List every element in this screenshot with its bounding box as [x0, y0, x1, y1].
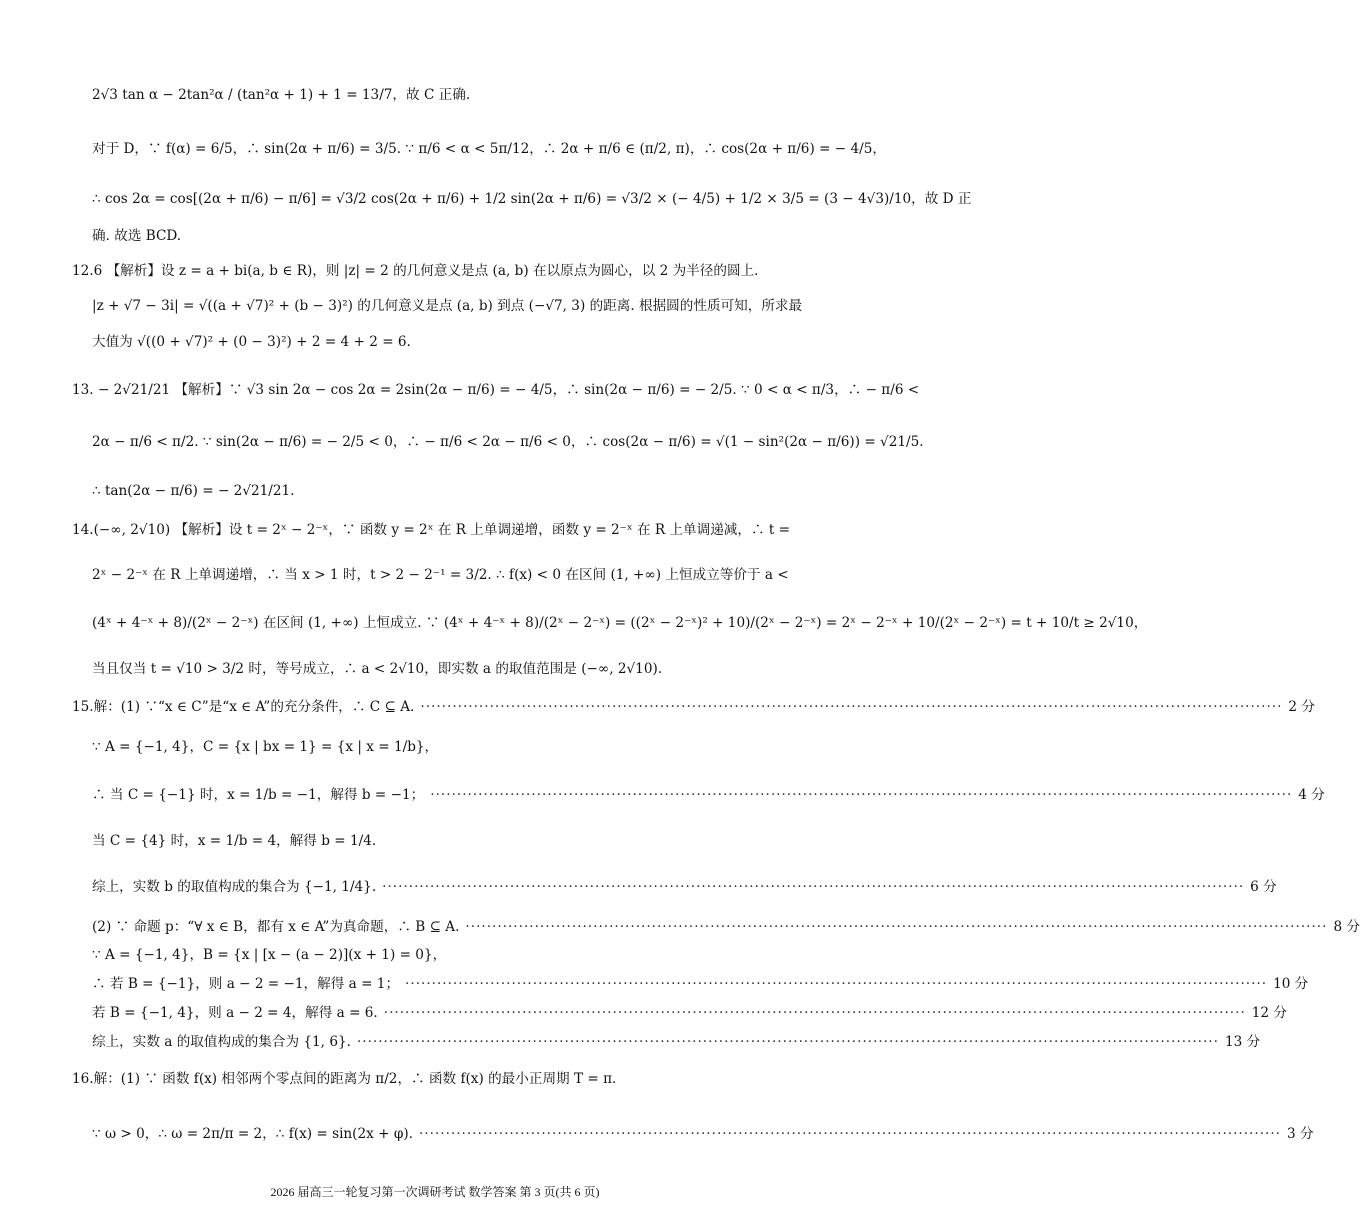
line-text: 2√3 tan α − 2tan²α / (tan²α + 1) + 1 = 13/7，故 C 正确. — [92, 87, 471, 103]
line-text: 大值为 √((0 + √7)² + (0 − 3)²) + 2 = 4 + 2 = 6. — [92, 334, 411, 350]
page-footer: 2026 届高三一轮复习第一次调研考试 数学答案 第 3 页(共 6 页) — [270, 1185, 600, 1199]
score: 8 分 — [1333, 919, 1360, 935]
dot-leader — [384, 1004, 1246, 1022]
line-text: ∴ cos 2α = cos[(2α + π/6) − π/6] = √3/2 cos(2α + π/6) + 1/2 sin(2α + π/6) = √3/2 × (− 4/5) + 1/2 × 3/5 = (3 − 4√3)/10，故 D 正 — [92, 191, 972, 207]
dot-leader — [465, 918, 1327, 936]
text-line — [92, 1033, 1261, 1051]
line-text: ∵ A = {−1, 4}，B = {x | [x − (a − 2)](x + 1) = 0}， — [92, 947, 447, 963]
text-line — [92, 227, 800, 245]
dot-leader — [357, 1033, 1219, 1051]
text-line — [92, 1004, 1287, 1022]
line-text: ∴ 若 B = {−1}，则 a − 2 = −1，解得 a = 1； — [92, 976, 400, 992]
text-line — [72, 1070, 800, 1088]
line-text: 确. 故选 BCD. — [92, 228, 182, 244]
text-line — [92, 333, 800, 351]
text-line — [92, 738, 800, 756]
line-text: 2α − π/6 < π/2. ∵ sin(2α − π/6) = − 2/5 < 0，∴ − π/6 < 2α − π/6 < 0，∴ cos(2α − π/6) = √(1 − sin²(2α − π/6)) = √21/5. — [92, 434, 924, 450]
text-line — [92, 878, 1277, 896]
line-text: 13. − 2√21/21 【解析】∵ √3 sin 2α − cos 2α = 2sin(2α − π/6) = − 4/5，∴ sin(2α − π/6) = − 2/5. ∵ 0 < α < π/3，∴ − π/6 < — [72, 382, 920, 398]
line-text: 若 B = {−1, 4}，则 a − 2 = 4，解得 a = 6. — [92, 1005, 378, 1021]
text-line — [92, 975, 1309, 993]
line-text: 2ˣ − 2⁻ˣ 在 R 上单调递增，∴ 当 x > 1 时，t > 2 − 2⁻¹ = 3/2. ∴ f(x) < 0 在区间 (1, +∞) 上恒成立等价于 a < — [92, 567, 789, 583]
text-line — [92, 786, 1325, 804]
score: 3 分 — [1286, 1126, 1314, 1142]
line-text: ∴ tan(2α − π/6) = − 2√21/21. — [92, 483, 295, 499]
text-line — [92, 946, 800, 964]
dot-leader — [430, 786, 1292, 804]
dot-leader — [405, 975, 1267, 993]
text-line — [92, 433, 924, 451]
text-line — [92, 918, 1360, 936]
score: 6 分 — [1250, 879, 1277, 895]
dot-leader — [419, 1125, 1281, 1143]
text-line — [72, 698, 1315, 716]
line-text: 对于 D，∵ f(α) = 6/5，∴ sin(2α + π/6) = 3/5. ∵ π/6 < α < 5π/12，∴ 2α + π/6 ∈ (π/2, π)，∴ cos(2α + π/6) = − 4/5， — [92, 141, 886, 157]
score: 4 分 — [1298, 787, 1325, 803]
text-line — [92, 140, 886, 158]
text-line — [92, 566, 800, 584]
line-text: ∵ ω > 0，∴ ω = 2π/π = 2，∴ f(x) = sin(2x + φ). — [92, 1126, 413, 1142]
line-text: 14.(−∞, 2√10) 【解析】设 t = 2ˣ − 2⁻ˣ，∵ 函数 y = 2ˣ 在 R 上单调递增，函数 y = 2⁻ˣ 在 R 上单调递减，∴ t = — [72, 522, 791, 538]
text-line — [92, 614, 1148, 632]
text-line — [92, 86, 800, 104]
score: 10 分 — [1273, 976, 1309, 992]
dot-leader — [420, 698, 1282, 716]
text-line — [92, 190, 972, 208]
line-text: 15.解：(1) ∵“x ∈ C”是“x ∈ A”的充分条件，∴ C ⊆ A. — [72, 699, 415, 715]
text-line — [72, 262, 800, 280]
score: 12 分 — [1251, 1005, 1287, 1021]
text-line — [72, 521, 800, 539]
line-text: 当且仅当 t = √10 > 3/2 时，等号成立，∴ a < 2√10，即实数 a 的取值范围是 (−∞, 2√10). — [92, 661, 663, 677]
line-text: |z + √7 − 3i| = √((a + √7)² + (b − 3)²) 的几何意义是点 (a, b) 到点 (−√7, 3) 的距离. 根据圆的性质可知，所求最 — [92, 298, 803, 314]
text-line — [92, 660, 800, 678]
line-text: (2) ∵ 命题 p：“∀ x ∈ B，都有 x ∈ A”为真命题，∴ B ⊆ A. — [92, 919, 460, 935]
line-text: 综上，实数 a 的取值构成的集合为 {1, 6}. — [92, 1034, 351, 1050]
dot-leader — [382, 878, 1244, 896]
score: 13 分 — [1224, 1034, 1261, 1050]
text-line — [92, 297, 803, 315]
line-text: 当 C = {4} 时，x = 1/b = 4，解得 b = 1/4. — [92, 833, 377, 849]
line-text: 综上，实数 b 的取值构成的集合为 {−1, 1/4}. — [92, 879, 377, 895]
line-text: ∵ A = {−1, 4}，C = {x | bx = 1} = {x | x = 1/b}， — [92, 739, 439, 755]
text-line — [92, 1125, 1314, 1143]
score: 2 分 — [1288, 699, 1315, 715]
text-line — [72, 381, 920, 399]
line-text: 12.6 【解析】设 z = a + bi(a, b ∈ R)，则 |z| = 2 的几何意义是点 (a, b) 在以原点为圆心，以 2 为半径的圆上. — [72, 263, 759, 279]
text-line — [92, 482, 800, 500]
line-text: (4ˣ + 4⁻ˣ + 8)/(2ˣ − 2⁻ˣ) 在区间 (1, +∞) 上恒成立. ∵ (4ˣ + 4⁻ˣ + 8)/(2ˣ − 2⁻ˣ) = ((2ˣ − 2⁻ˣ)² + 10)/(2ˣ − 2⁻ˣ) = 2ˣ − 2⁻ˣ + 10/(2ˣ − 2⁻ˣ) = t + 10/t ≥ 2√10， — [92, 615, 1148, 631]
line-text: 16.解：(1) ∵ 函数 f(x) 相邻两个零点间的距离为 π/2，∴ 函数 f(x) 的最小正周期 T = π. — [72, 1071, 617, 1087]
line-text: ∴ 当 C = {−1} 时，x = 1/b = −1，解得 b = −1； — [92, 787, 425, 803]
text-line — [92, 832, 800, 850]
